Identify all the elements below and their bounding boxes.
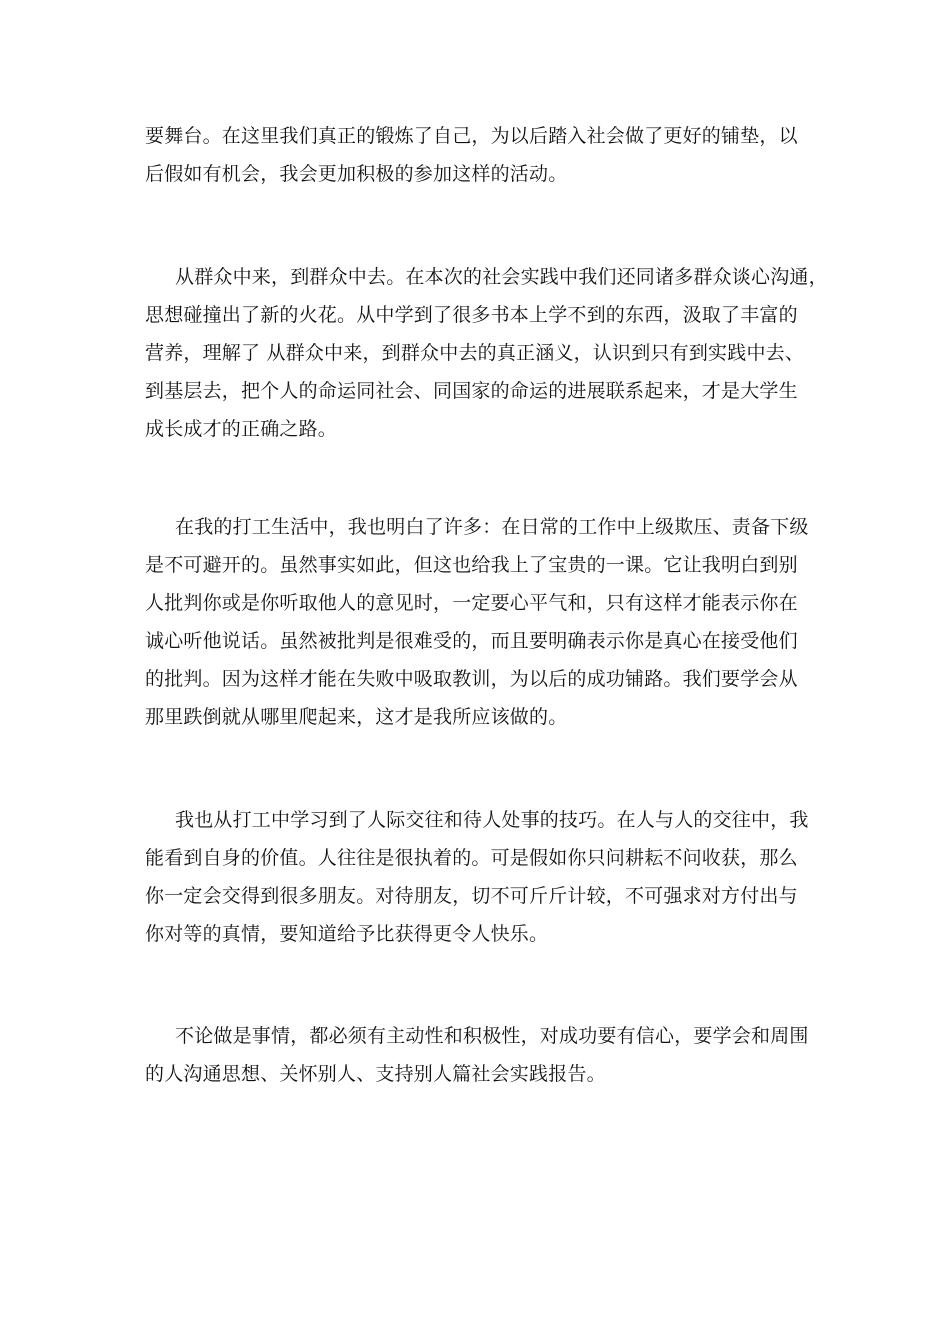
text-line: 从群众中来，到群众中去。在本次的社会实践中我们还同诸多群众谈心沟通， [175,266,828,288]
paragraph-4 [145,801,810,953]
text-line: 我也从打工中学习到了人际交往和待人处事的技巧。在人与人的交往中，我 [175,809,809,831]
text-line: 思想碰撞出了新的火花。从中学到了很多书本上学不到的东西，汲取了丰富的 [145,304,798,326]
text-line: 是不可避开的。虽然事实如此，但这也给我上了宝贵的一课。它让我明白到别 [145,554,798,576]
text-line: 成长成才的正确之路。 [145,418,338,440]
text-line: 不论做是事情，都必须有主动性和积极性，对成功要有信心，要学会和周围 [175,1025,809,1047]
text-line: 的批判。因为这样才能在失败中吸取教训，为以后的成功铺路。我们要学会从 [145,668,798,690]
paragraph-5 [145,1017,810,1093]
text-line: 到基层去，把个人的命运同社会、同国家的命运的进展联系起来，才是大学生 [145,380,798,402]
text-line: 后假如有机会，我会更加积极的参加这样的活动。 [145,163,568,185]
paragraph-2 [145,258,828,448]
text-line: 那里跌倒就从哪里爬起来，这才是我所应该做的。 [145,706,568,728]
text-line: 的人沟通思想、关怀别人、支持别人篇社会实践报告。 [145,1063,606,1085]
text-line: 能看到自身的价值。人往往是很执着的。可是假如你只问耕耘不问收获，那么 [145,847,798,869]
text-line: 你对等的真情，要知道给予比获得更令人快乐。 [145,923,549,945]
text-line: 你一定会交得到很多朋友。对待朋友，切不可斤斤计较，不可强求对方付出与 [145,885,798,907]
text-line: 营养，理解了 从群众中来，到群众中去的真正涵义，认识到只有到实践中去、 [145,342,805,364]
paragraph-3 [145,508,810,736]
text-line: 诚心听他说话。虽然被批判是很难受的，而且要明确表示你是真心在接受他们 [145,630,798,652]
paragraph-1 [145,117,810,193]
text-line: 要舞台。在这里我们真正的锻炼了自己，为以后踏入社会做了更好的铺垫，以 [145,125,798,147]
text-line: 人批判你或是你听取他人的意见时，一定要心平气和，只有这样才能表示你在 [145,592,798,614]
text-line: 在我的打工生活中，我也明白了许多：在日常的工作中上级欺压、责备下级 [175,516,809,538]
